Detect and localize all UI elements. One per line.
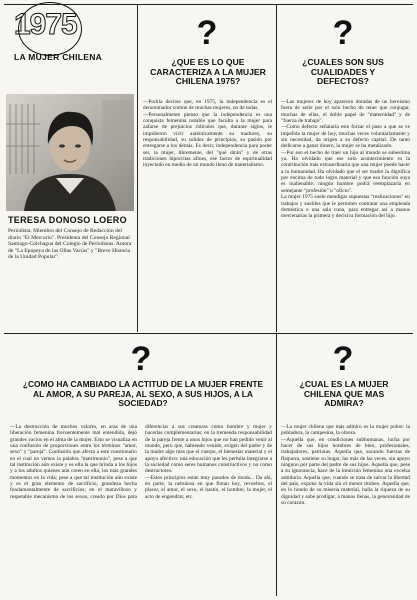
divider-vertical-bottom (276, 333, 277, 596)
answer-paragraph: —Como defecto señalaría este forzar el paso a que se ve impelida la mujer de hoy, muchas veces voluntariamente y sin necesidad, da origen a su defecto capital. De tanto dedicarse a ganar dinero, la mujer se ha metalizado. (281, 124, 410, 150)
question-heading: ¿QUE ES LO QUE CARACTERIZA A LA MUJER CHILENA 1975? (150, 57, 266, 86)
question-heading: ¿CUAL ES LA MUJER CHILENA QUE MAS ADMIRA? (299, 379, 389, 408)
answer-paragraph: —La destrucción de muchos valores, en aras de una liberación femenina frecuentemente mal entendida, dejó grandes vacíos en el alma de la mujer. Esto se visualiza en una confusión de proporciones entre los términos "amor, sexo" y "pareja". Confusión que afecta a este cuestionario en el cual no vemos la palabra "matrimonio", pese a que tal institución aún existe y es ella la que brinda a los hijos y a los adultos quienes aún creen en ella, los más grandes momentos en la vida; pese a que tal institución aún existe y es el gran elemento de sacrificio, grandeza hecha fundamentalmente de sacrificios; en el maravilloso y respetable mecanismo de los sexos, creado por Dios para diferenciar a sus creaturas como hombre y mujer y hacerlas complementarias; en la tremenda responsabilidad de la pareja frente a unos hijos que no han pedido venir al mundo, pero que, habiendo venido, exigen del padre y de la madre algo más que el cuerpo, el bienestar material y el apoyo afectivo: una educación que les permita integrarse a la sociedad como seres humanos constructivos y no como destructores. (10, 424, 272, 500)
answer-paragraph: —Las mujeres de hoy aparecen dotadas de un heroísmo fuera de serie por el solo hecho de tener que conjugar, muchas de ellas, el doble papel de "maternidad" y de "fuerza de trabajo". (281, 99, 410, 125)
answer-paragraph: —Podría decirse que, en 1975, la independencia es el denominador común de muchas mujeres, no de todas. (143, 99, 272, 112)
answer-paragraph: —Personalmente pienso que la independencia es una conquista femenina notable que faculta a la mujer para zafarse de prejuicios ridículos que, durante siglos, le impidieron vivir auténticamente su madurez, su responsabilidad, su solidez de principios, su pasión por entregarse a los demás. Es decir, independencia para poder ser, la mujer, libremente, del "qué dirán" y de otras tradiciones hipócritas afines, ese factor de espiritualidad inyectado en medio de un mundo lleno de materialismo. (143, 111, 272, 169)
question-heading: ¿COMO HA CAMBIADO LA ACTITUD DE LA MUJER FRENTE AL AMOR, A SU PAREJA, AL SEXO, A SUS HIJOS, A LA SOCIEDAD? (22, 379, 264, 408)
divider-vertical-top-right (276, 4, 277, 332)
answer-text (281, 424, 410, 594)
divider-vertical-top-left (137, 4, 138, 332)
portrait-illustration (6, 94, 134, 211)
portrait-photo (6, 94, 134, 211)
logo-year: 1975 (14, 8, 77, 41)
question-mark-icon: ? (130, 340, 152, 378)
question-mark-icon: ? (332, 14, 354, 52)
answer-paragraph: La mujer 1975 suele mendigar supuestas "realizaciones" en trabajos y sueldos que le permiten contratar una empleada doméstica o una sala cuna, para entregar así a manos mercenarias la primera y decisiva formación del hijo. (281, 194, 410, 220)
author-bio: Periodista. Miembro del Consejo de Redacción del diario "El Mercurio". Presidenta del Consejo Regional Santiago-Colchagua del Colegio de Periodistas. Autora de "La Epopeya de las Ollas Vacías" y "Breve Historia de la Unidad Popular". (8, 228, 132, 261)
answer-text (143, 99, 272, 329)
answer-paragraph: —La mujer chilena que más admiro es la mujer pobre: la pobladora, la campesina, la obrera. (281, 424, 410, 437)
question-heading: ¿CUALES SON SUS CUALIDADES Y DEFECTOS? (302, 57, 384, 86)
answer-paragraph: —Aquella que, en condiciones subhumanas, lucha por hacer de sus hijos hombres de bien, profesionales, trabajadores, patriotas. Aquella que, sacando fuerzas de flaqueza, sostiene su hogar, las más de las veces, sin apoyo ninguno por parte del padre de sus hijos. Aquella que, pese a su ignorancia, hace de la intuición femenina una excelsa sabiduría. Aquella que, cuando se trata de salvar la libertad del país, expone la vida sin el menor titubeo. Aquella que, en lo hondo de su miseria material, halla la riqueza de su dignidad y sabe prodigar, a manos llenas, la generosidad de su corazón. (281, 436, 410, 507)
logo-title: LA MUJER CHILENA (14, 52, 103, 62)
question-mark-icon: ? (196, 14, 218, 52)
question-mark-icon: ? (332, 340, 354, 378)
divider-horizontal-middle (4, 333, 413, 334)
answer-paragraph: —Estos principios están muy pasados de moda... Da ahí, en parte, la nebulosa en que flotan hoy, revueltos, el placer, el amor, el sexo, el hastío, el hombre, la mujer, el acto de engendrar, etc. (145, 474, 272, 500)
author-name: TERESA DONOSO LOERO (8, 215, 127, 225)
answer-text (281, 99, 410, 331)
answer-text (10, 424, 272, 594)
answer-paragraph: —Por eso el hecho de traer un hijo al mundo se subestima ya. Ha olvidado que ese solo acontecimiento es la contribución más extraordinaria que una mujer puede hacer a la humanidad. Ha olvidado que el ser madre la dignifica por encima de todo logro material y que esa función suya es inalienable: ningún hombre podrá reemplazarla en semejante "profesión" u "oficio". (281, 149, 410, 194)
